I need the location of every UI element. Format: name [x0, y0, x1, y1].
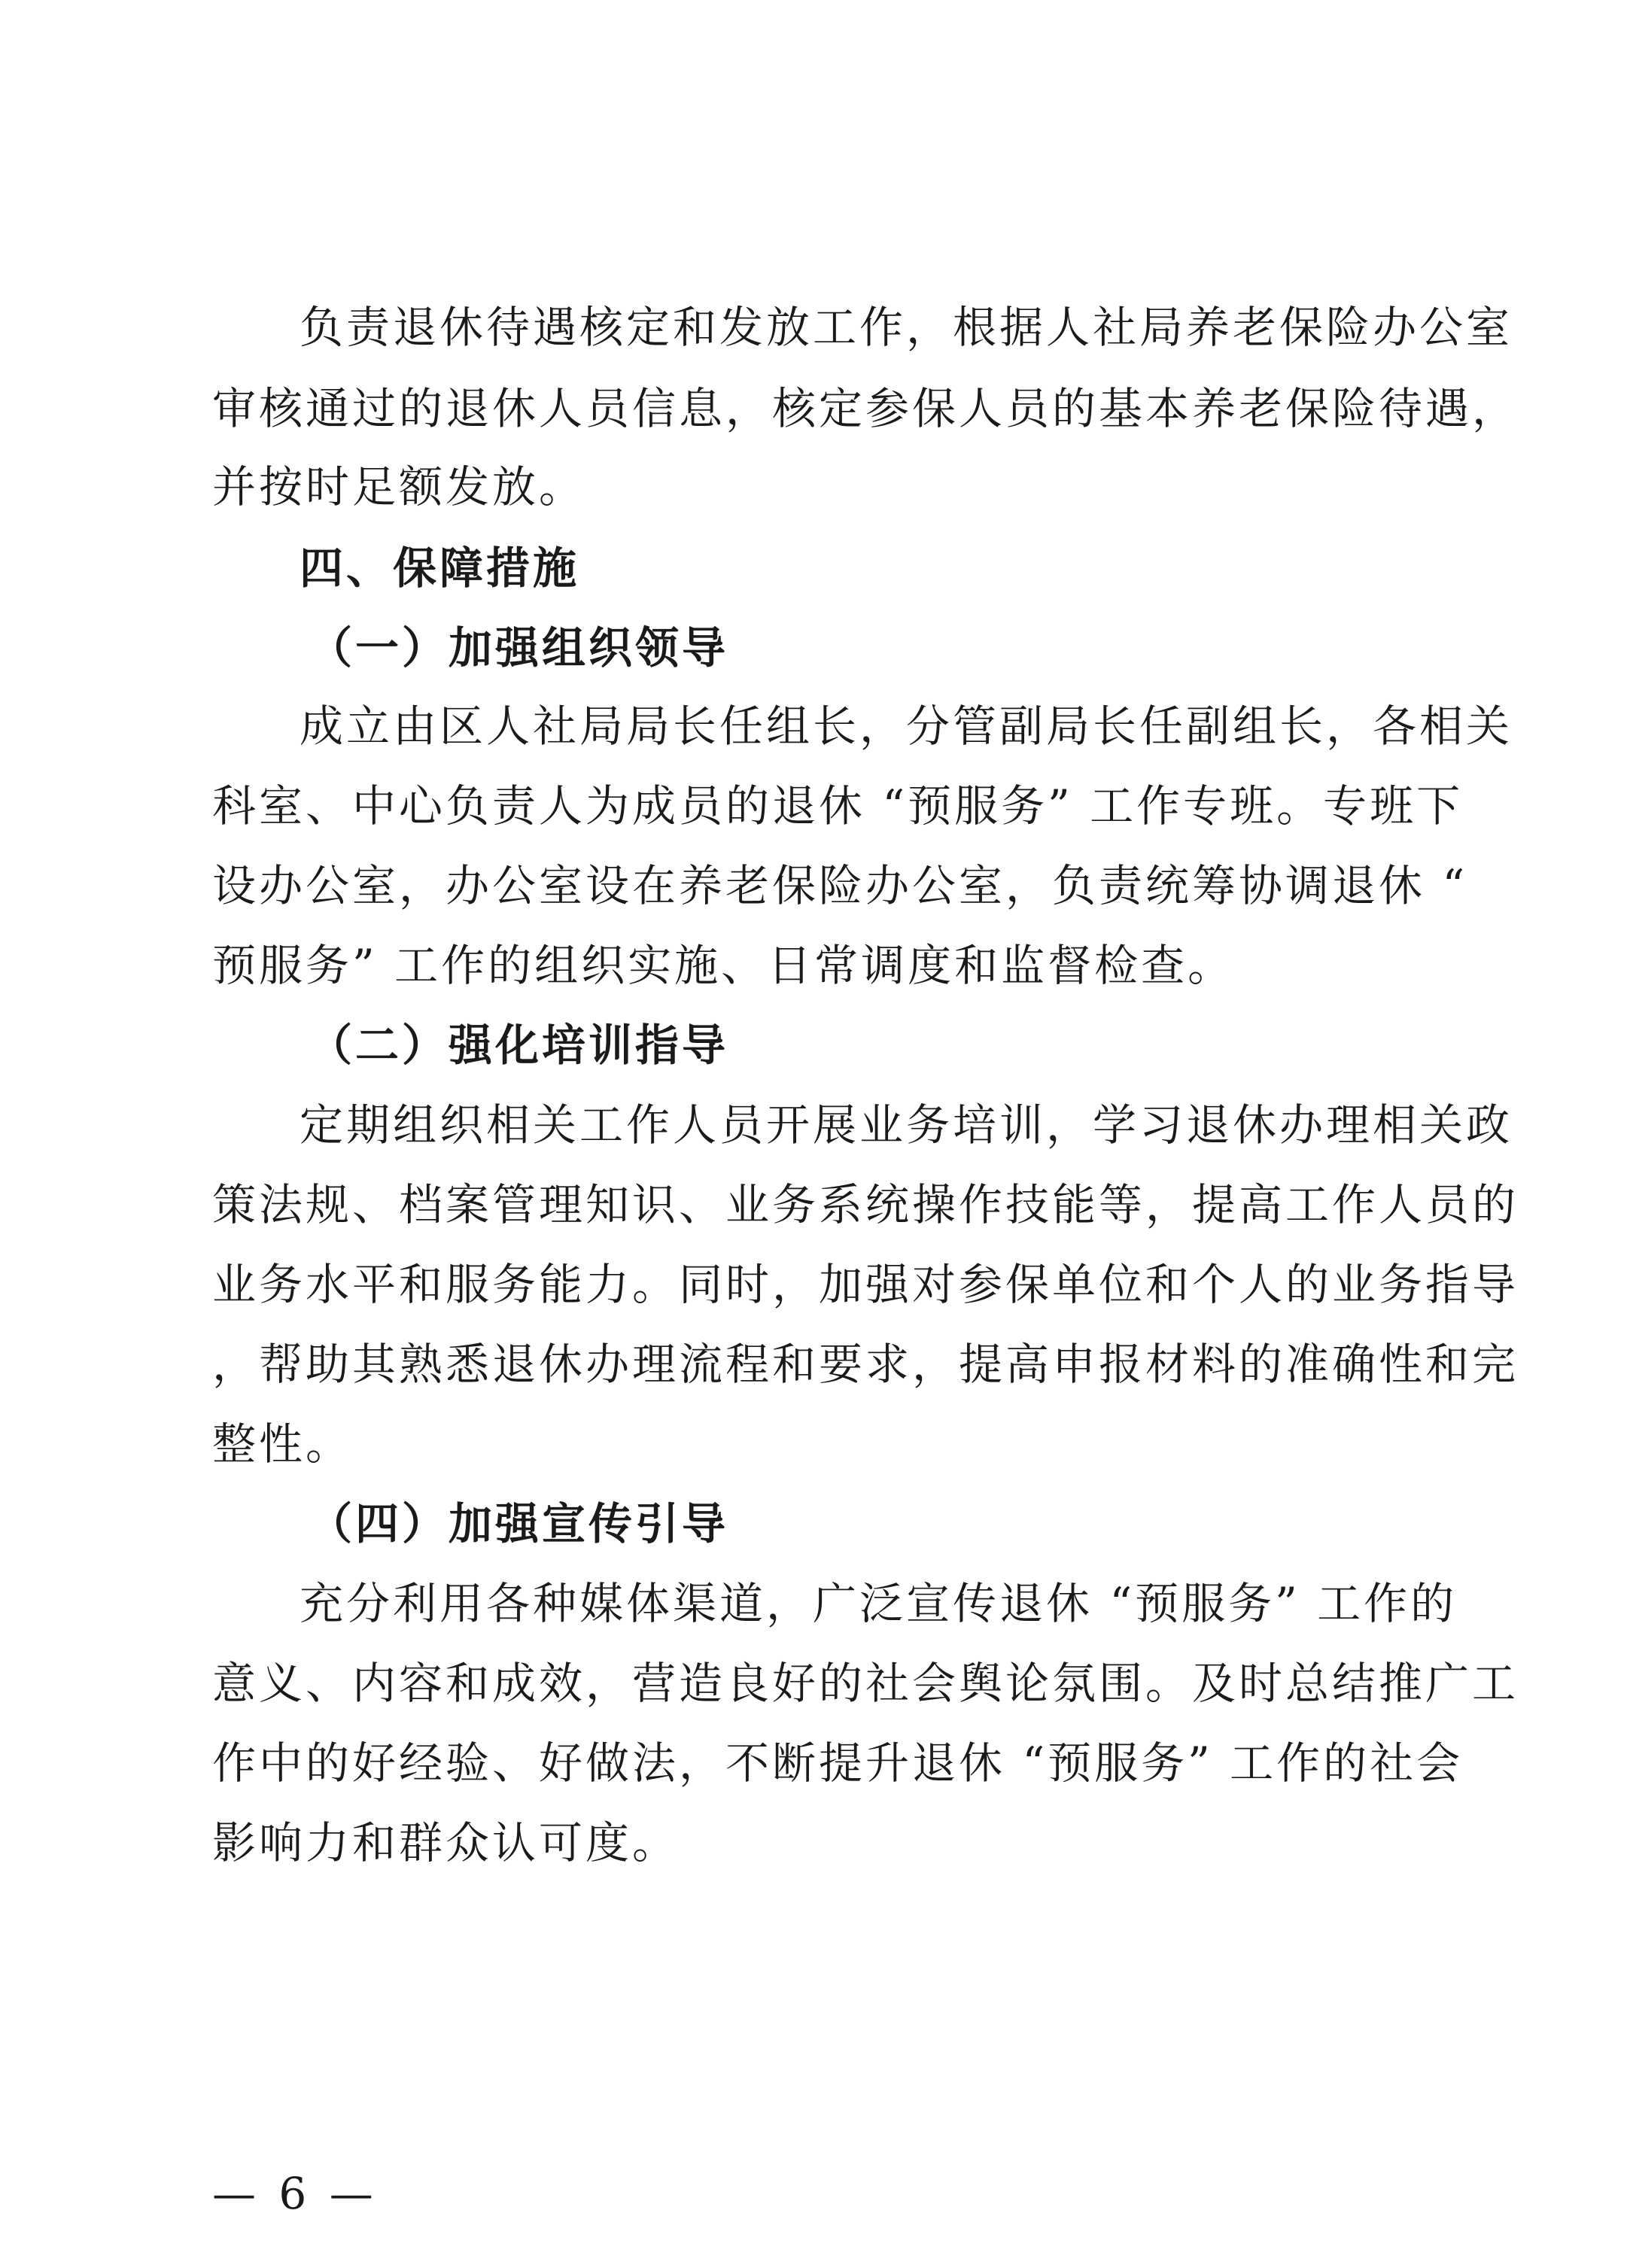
paragraph-line: ，帮助其熟悉退休办理流程和要求，提高申报材料的准确性和完 [212, 1339, 1519, 1390]
paragraph-line: 影响力和群众认可度。 [212, 1817, 680, 1868]
paragraph-line: 整性。 [212, 1418, 353, 1470]
paragraph-line: 充分利用各种媒体渠道，广泛宣传退休 “预服务” 工作的 [300, 1578, 1458, 1629]
subsection-heading: （一）加强组织领导 [309, 622, 729, 673]
paragraph-line: 意义、内容和成效，营造良好的社会舆论氛围。及时总结推广工 [212, 1658, 1519, 1709]
paragraph-line: 业务水平和服务能力。同时，加强对参保单位和个人的业务指导 [212, 1259, 1519, 1310]
subsection-heading: （四）加强宣传引导 [309, 1498, 729, 1549]
paragraph-line: 设办公室，办公室设在养老保险办公室，负责统筹协调退休 “ [212, 860, 1468, 911]
paragraph-line: 预服务” 工作的组织实施、日常调度和监督检查。 [212, 940, 1235, 991]
paragraph-line: 策法规、档案管理知识、业务系统操作技能等，提高工作人员的 [212, 1179, 1519, 1230]
paragraph-line: 定期组织相关工作人员开展业务培训，学习退休办理相关政 [300, 1099, 1513, 1151]
paragraph-line: 科室、中心负责人为成员的退休 “预服务” 工作专班。专班下 [212, 780, 1464, 831]
paragraph-line: 并按时足额发放。 [212, 461, 586, 512]
page-number: — 6 — [212, 2168, 378, 2219]
section-heading: 四、保障措施 [300, 543, 580, 594]
paragraph-line: 作中的好经验、好做法，不断提升退休 “预服务” 工作的社会 [212, 1737, 1464, 1789]
paragraph-line: 成立由区人社局局长任组长，分管副局长任副组长，各相关 [300, 701, 1513, 752]
paragraph-line: 审核通过的退休人员信息，核定参保人员的基本养老保险待遇， [212, 383, 1519, 434]
subsection-heading: （二）强化培训指导 [309, 1020, 729, 1071]
paragraph-line: 负责退休待遇核定和发放工作，根据人社局养老保险办公室 [300, 302, 1513, 353]
